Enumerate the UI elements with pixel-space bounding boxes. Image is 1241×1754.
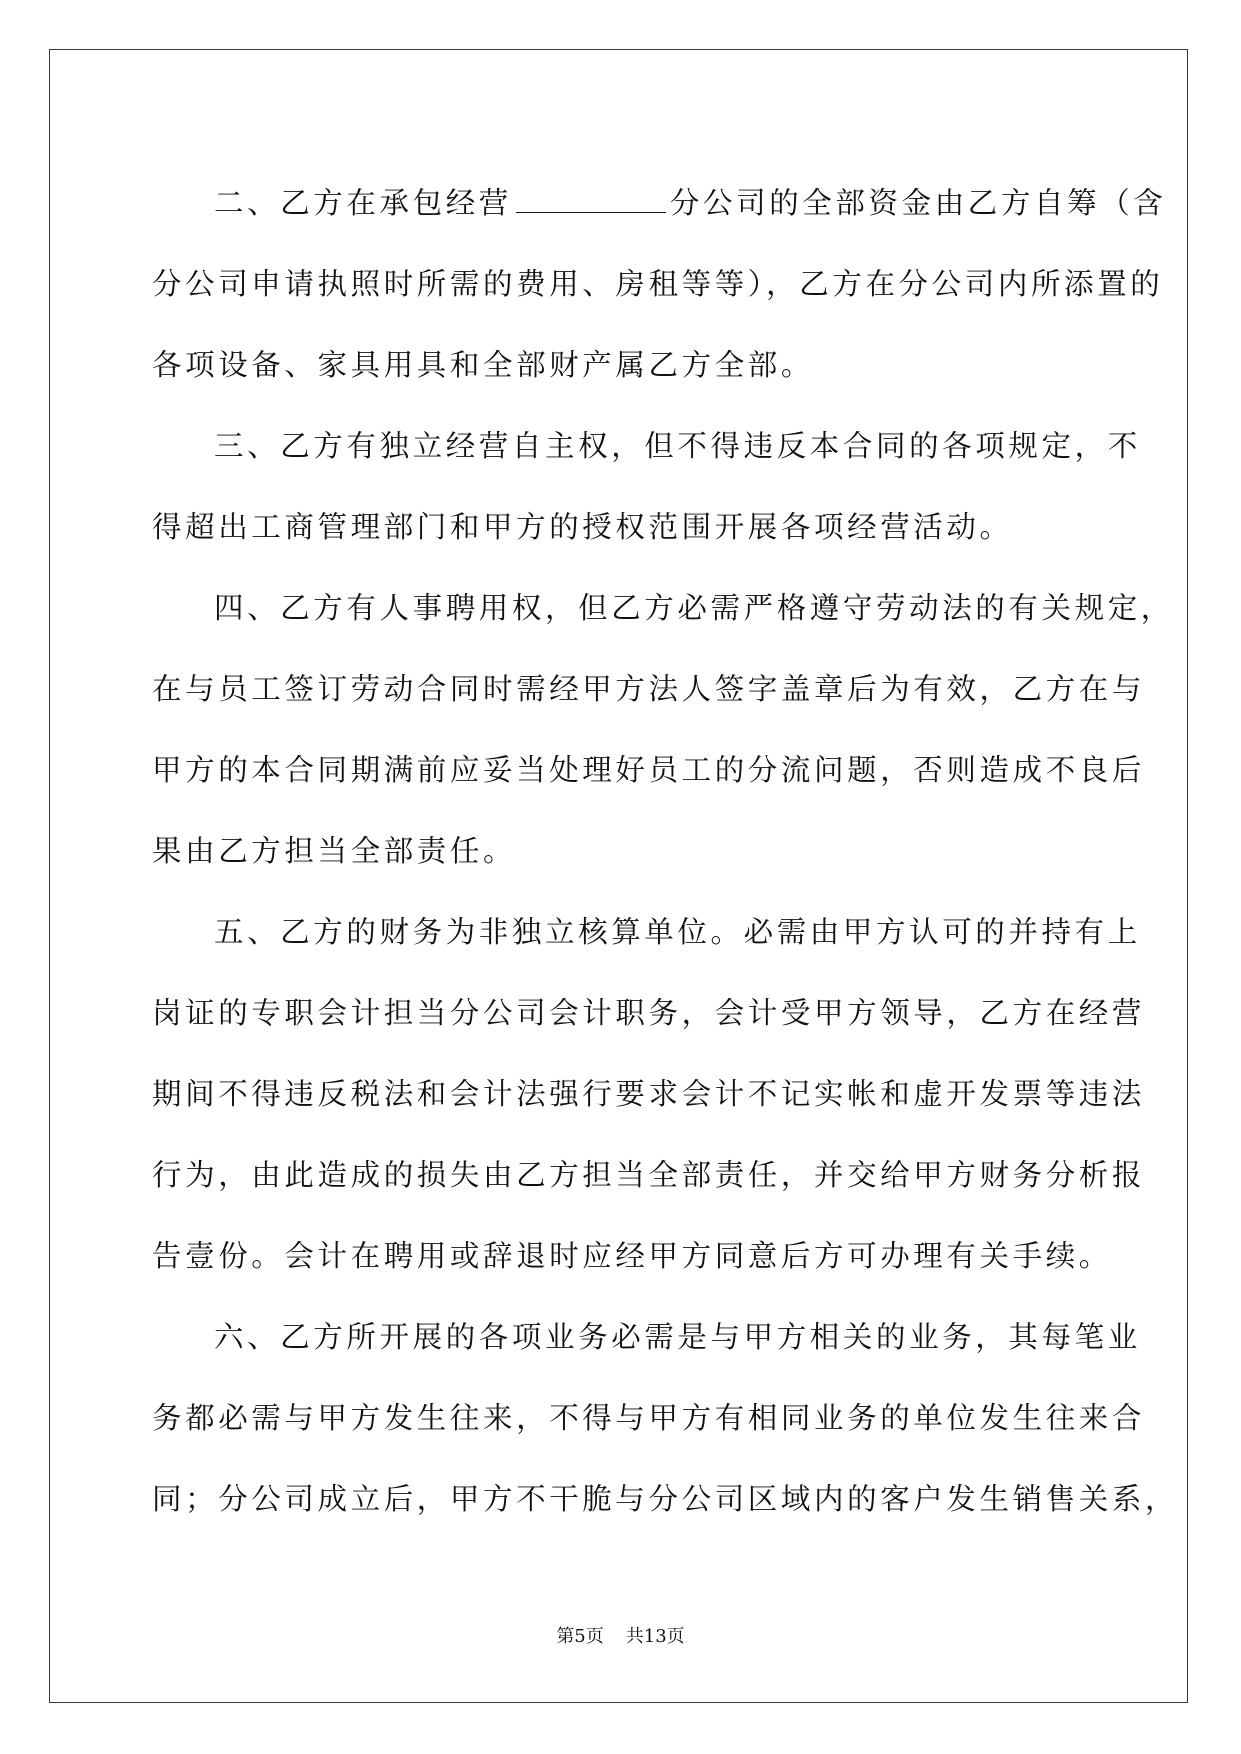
text-line: 告壹份。会计在聘用或辞退时应经甲方同意后方可办理有关手续。 (152, 1239, 1112, 1273)
text-line: 务都必需与甲方发生往来，不得与甲方有相同业务的单位发生往来合 (152, 1401, 1146, 1435)
text-line: 五、乙方的财务为非独立核算单位。必需由甲方认可的并持有上 (214, 915, 1141, 949)
page-footer (0, 1622, 1241, 1648)
text-segment: 分公司的全部资金由乙方自筹（含 (669, 186, 1167, 220)
text-line: 甲方的本合同期满前应妥当处理好员工的分流问题，否则造成不良后 (152, 753, 1146, 787)
text-line: 期间不得违反税法和会计法强行要求会计不记实帐和虚开发票等违法 (152, 1077, 1146, 1111)
blank-underline (516, 186, 666, 213)
text-line: 同；分公司成立后，甲方不干脆与分公司区域内的客户发生销售关系， (152, 1482, 1179, 1516)
text-line: 果由乙方担当全部责任。 (152, 834, 517, 868)
text-line: 六、乙方所开展的各项业务必需是与甲方相关的业务，其每笔业 (214, 1320, 1141, 1354)
text-line: 分公司申请执照时所需的费用、房租等等），乙方在分公司内所添置的 (152, 267, 1164, 301)
text-line: 行为，由此造成的损失由乙方担当全部责任，并交给甲方财务分析报 (152, 1158, 1146, 1192)
text-line: 得超出工商管理部门和甲方的授权范围开展各项经营活动。 (152, 510, 1013, 544)
document-body (152, 163, 1179, 1540)
page-total: 共13页 (625, 1626, 685, 1647)
text-segment: 二、乙方在承包经营 (214, 186, 512, 220)
text-line: 三、乙方有独立经营自主权，但不得违反本合同的各项规定，不 (214, 429, 1141, 463)
page-number: 第5页 (556, 1626, 604, 1647)
text-line: 在与员工签订劳动合同时需经甲方法人签字盖章后为有效，乙方在与 (152, 672, 1146, 706)
text-line: 岗证的专职会计担当分公司会计职务，会计受甲方领导，乙方在经营 (152, 996, 1146, 1030)
text-line: 各项设备、家具用具和全部财产属乙方全部。 (152, 348, 815, 382)
text-line: 四、乙方有人事聘用权，但乙方必需严格遵守劳动法的有关规定， (214, 591, 1174, 625)
text-line (152, 163, 1167, 244)
